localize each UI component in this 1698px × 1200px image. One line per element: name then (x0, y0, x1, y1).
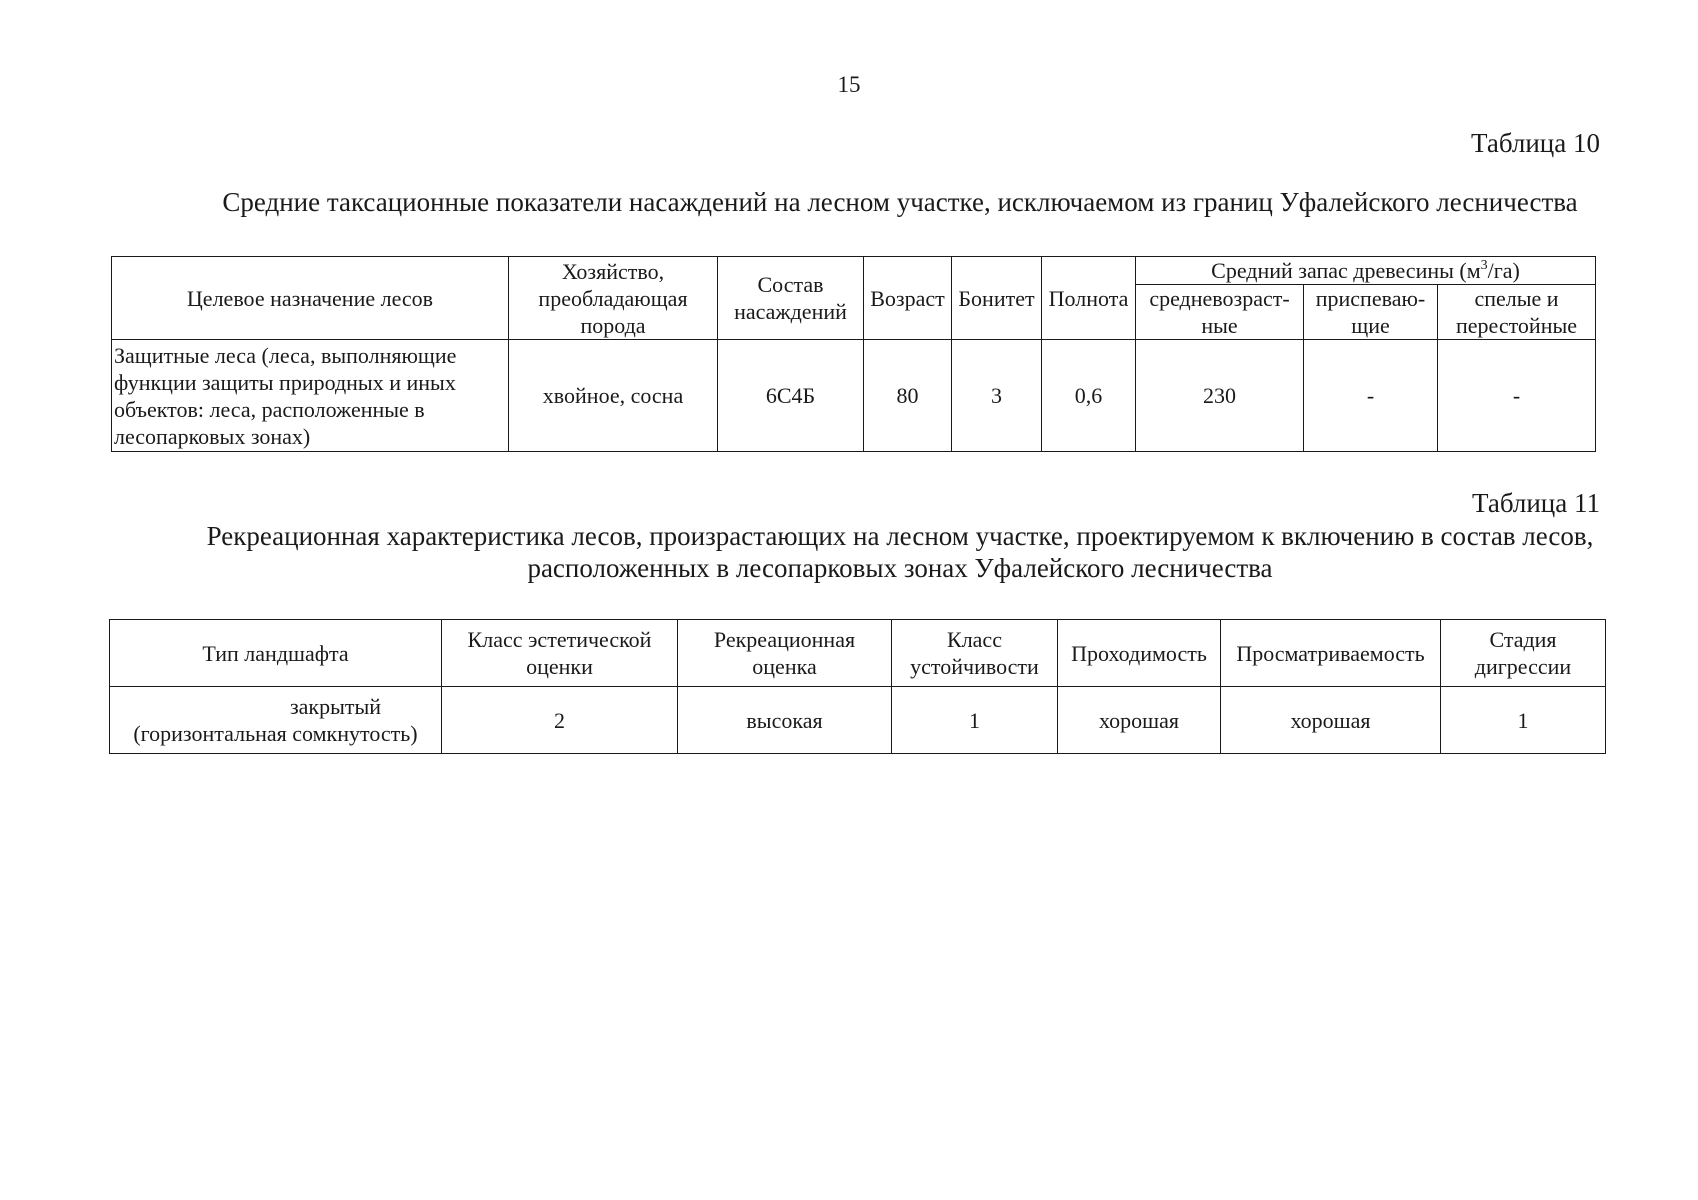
header-farm-species: Хозяйство, преобладающая порода (509, 257, 718, 340)
header-recreation-rating: Рекреационная оценка (678, 620, 892, 687)
page-number: 15 (837, 72, 861, 97)
table-10 (111, 256, 1596, 452)
header-average-stock-prefix: Средний запас древесины (м (1211, 258, 1481, 283)
table-10-caption: Средние таксационные показатели насаждений на лесном участке, исключаемом из границ Уфалейского лесничества (222, 187, 1578, 217)
cell-visibility: хорошая (1221, 687, 1441, 754)
header-average-stock-superscript: 3 (1480, 258, 1488, 273)
header-bonitet: Бонитет (952, 257, 1042, 340)
table-11-header-row (110, 620, 1606, 687)
header-landscape-type: Тип ландшафта (110, 620, 442, 687)
cell-stability-class: 1 (892, 687, 1058, 754)
cell-landscape-type-line-2: (горизонтальная сомкнутость) (133, 721, 418, 746)
header-average-stock-suffix: /га) (1487, 258, 1520, 283)
cell-passability: хорошая (1058, 687, 1221, 754)
cell-landscape-type-line-1: закрытый (289, 694, 382, 719)
cell-recreation-rating: высокая (678, 687, 892, 754)
header-average-stock (1136, 257, 1596, 285)
cell-ripening: - (1304, 340, 1438, 452)
cell-middle-aged: 230 (1136, 340, 1304, 452)
table-11-label: Таблица 11 (1472, 488, 1600, 518)
cell-purpose: Защитные леса (леса, выполняющие функции защиты природных и иных объектов: леса, расположенные в лесопарковых зонах) (112, 340, 509, 452)
header-aesthetic-class: Класс эстетической оценки (442, 620, 678, 687)
header-passability: Проходимость (1058, 620, 1221, 687)
table-11 (109, 619, 1606, 754)
header-mature: спелые и перестойные (1438, 285, 1596, 340)
cell-digression-stage: 1 (1441, 687, 1606, 754)
header-ripening: приспеваю-щие (1304, 285, 1438, 340)
cell-bonitet: 3 (952, 340, 1042, 452)
cell-landscape-type (110, 687, 442, 754)
header-middle-aged: средневозраст-ные (1136, 285, 1304, 340)
header-composition: Состав насаждений (718, 257, 864, 340)
table-10-label: Таблица 10 (1471, 128, 1600, 158)
header-stability-class: Класс устойчивости (892, 620, 1058, 687)
cell-composition: 6С4Б (718, 340, 864, 452)
cell-farm-species: хвойное, сосна (509, 340, 718, 452)
table-row (110, 687, 1606, 754)
header-digression-stage: Стадия дигрессии (1441, 620, 1606, 687)
cell-age: 80 (864, 340, 952, 452)
table-row (112, 340, 1596, 452)
header-visibility: Просматриваемость (1221, 620, 1441, 687)
table-10-header-row (112, 257, 1596, 285)
header-age: Возраст (864, 257, 952, 340)
cell-aesthetic-class: 2 (442, 687, 678, 754)
cell-mature: - (1438, 340, 1596, 452)
table-11-caption: Рекреационная характеристика лесов, произрастающих на лесном участке, проектируемом к включению в состав лесов, расположенных в лесопарковых зонах Уфалейского лесничества (206, 521, 1594, 583)
header-density: Полнота (1042, 257, 1136, 340)
header-purpose: Целевое назначение лесов (112, 257, 509, 340)
cell-density: 0,6 (1042, 340, 1136, 452)
